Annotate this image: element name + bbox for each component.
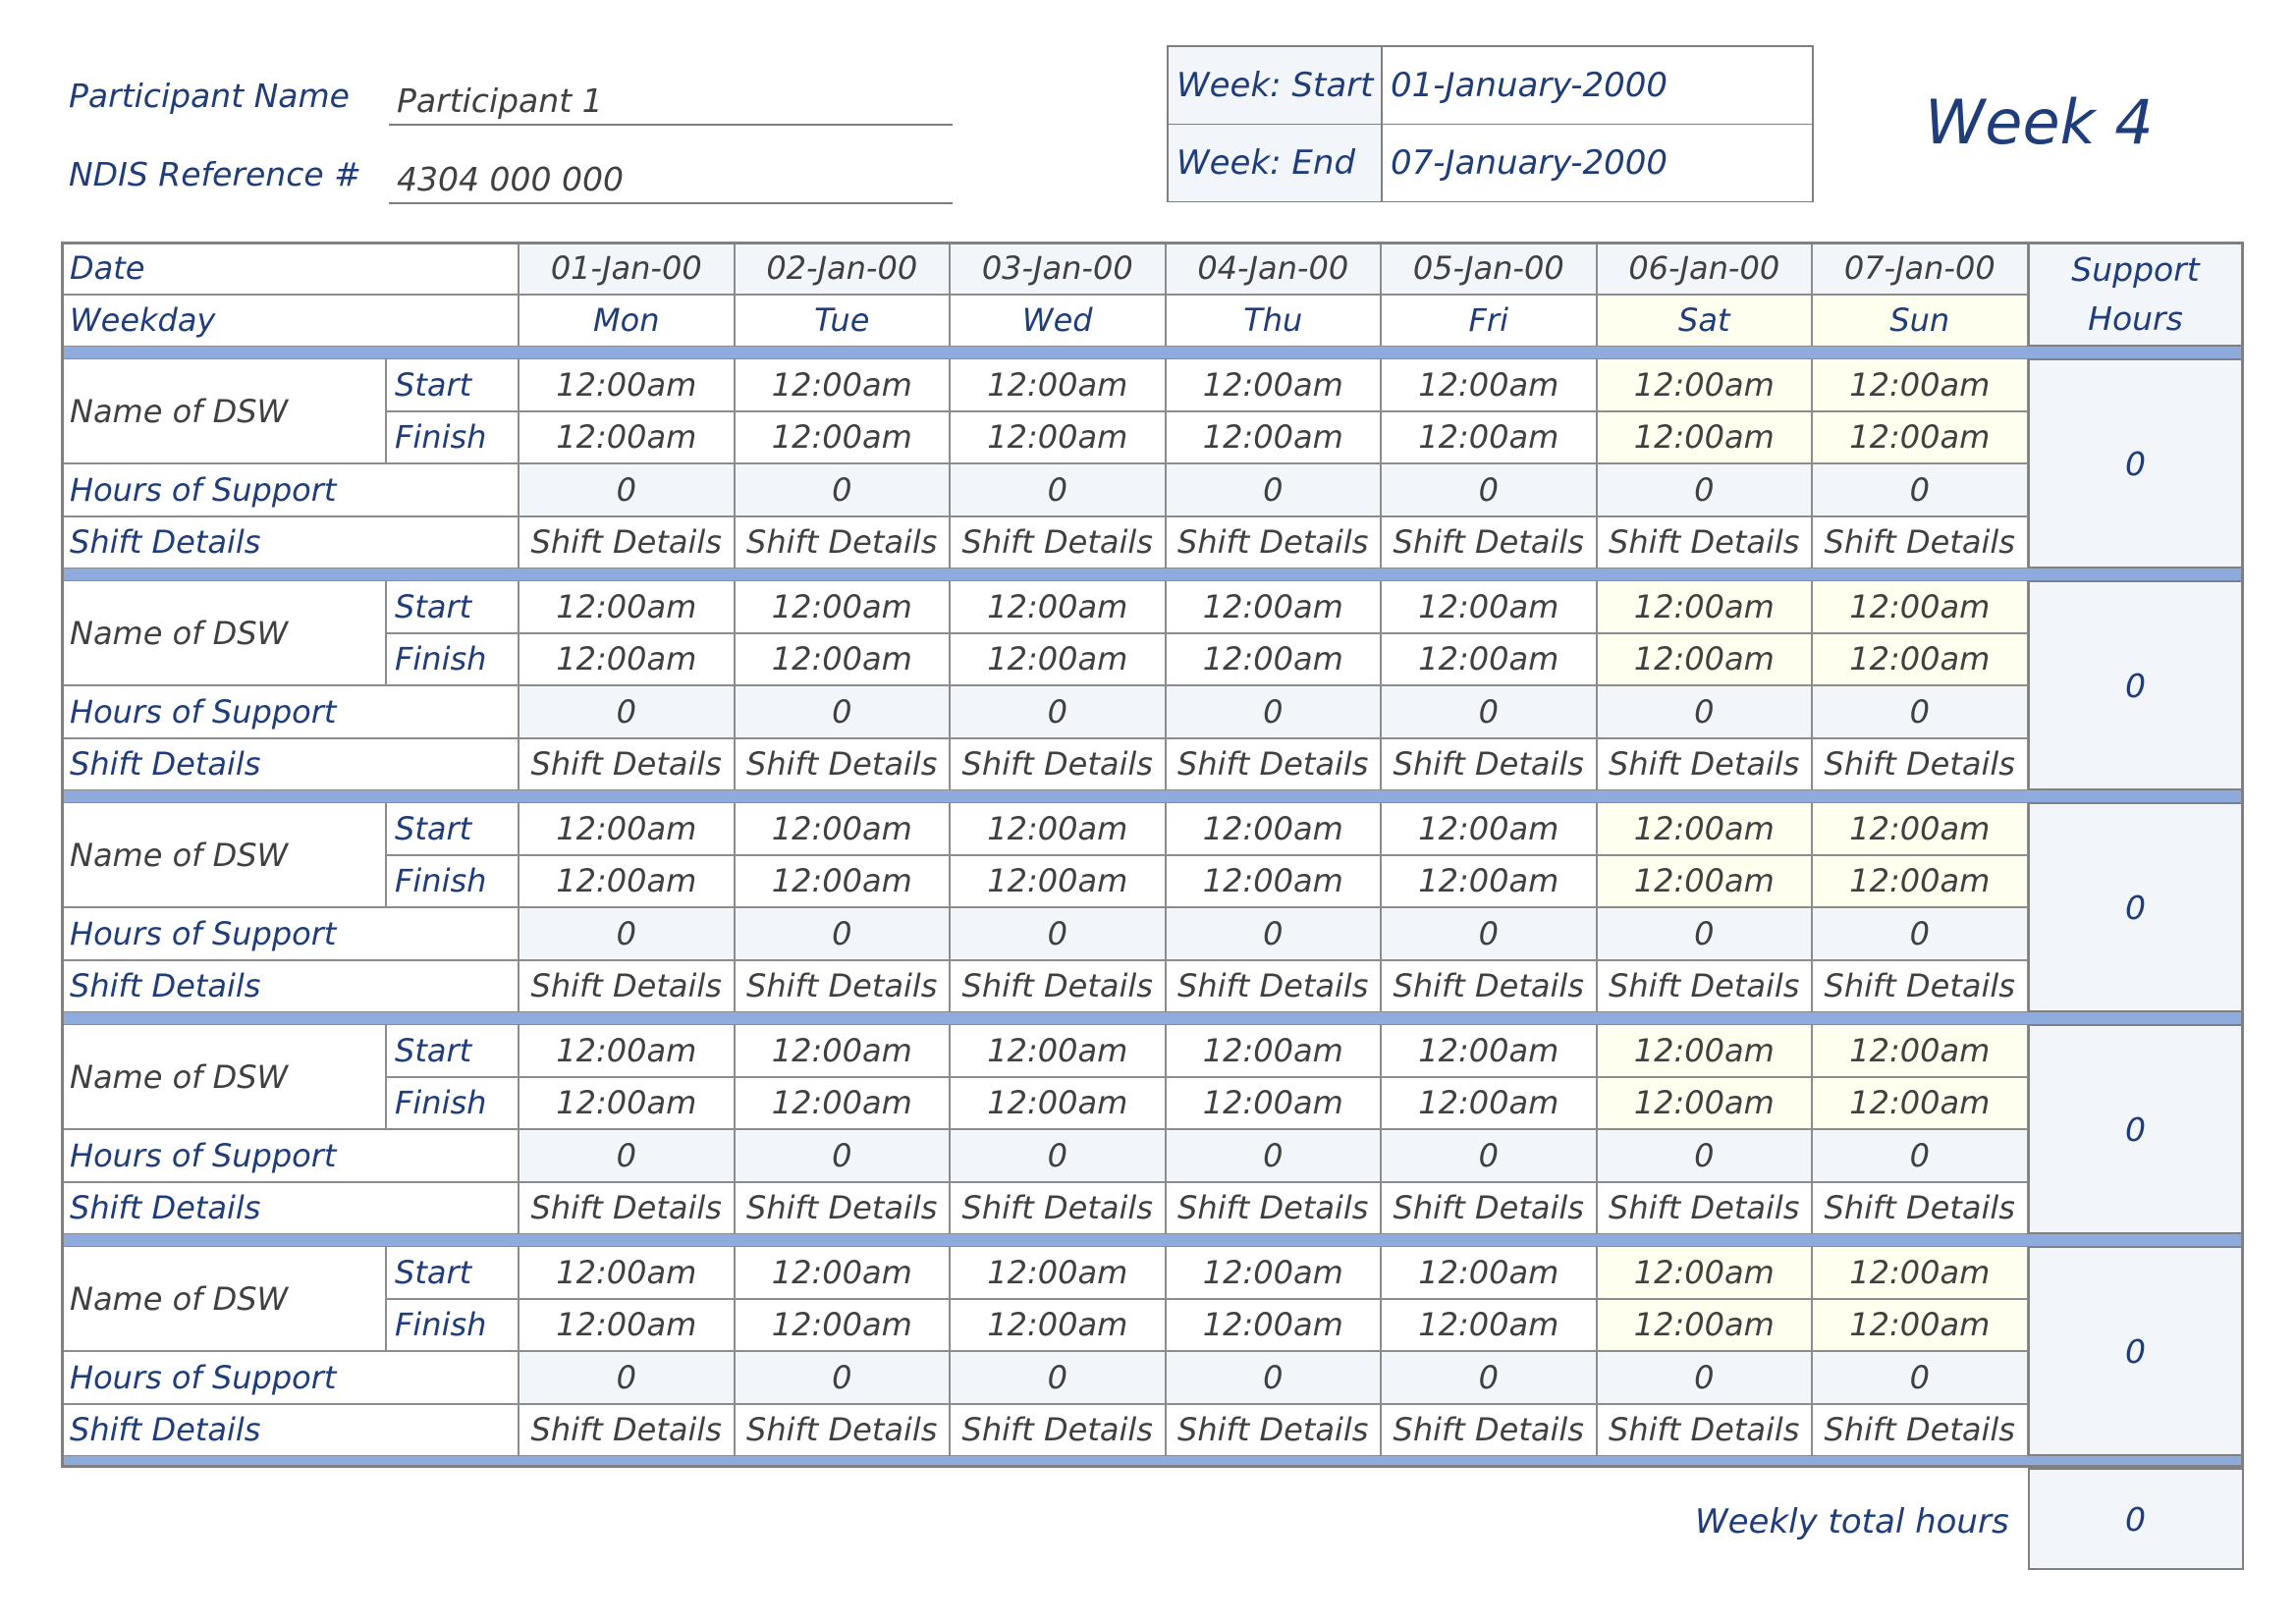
finish-time-cell[interactable]: 12:00am [1381, 855, 1597, 908]
hours-cell: 0 [1812, 907, 2028, 960]
hours-cell: 0 [735, 463, 951, 516]
finish-time-cell[interactable]: 12:00am [950, 1299, 1166, 1352]
start-row-label: Start [386, 358, 519, 411]
support-hours-header-line1: Support [2071, 249, 2200, 289]
hours-cell: 0 [1597, 1351, 1813, 1404]
start-time-cell[interactable]: 12:00am [735, 580, 951, 633]
hours-of-support-label: Hours of Support [61, 1351, 519, 1404]
shift-details-cell[interactable]: Shift Details [735, 738, 951, 791]
weekly-total-label: Weekly total hours [1695, 1502, 2009, 1542]
shift-details-cell[interactable]: Shift Details [519, 738, 735, 791]
finish-time-cell[interactable]: 12:00am [735, 855, 951, 908]
finish-time-cell[interactable]: 12:00am [519, 1299, 735, 1352]
hours-cell: 0 [950, 463, 1166, 516]
start-time-cell[interactable]: 12:00am [950, 802, 1166, 855]
finish-time-cell[interactable]: 12:00am [1812, 855, 2028, 908]
finish-time-cell[interactable]: 12:00am [519, 633, 735, 686]
shift-details-cell[interactable]: Shift Details [1812, 738, 2028, 791]
finish-time-cell[interactable]: 12:00am [1381, 1077, 1597, 1130]
shift-details-cell[interactable]: Shift Details [1381, 738, 1597, 791]
shift-details-cell[interactable]: Shift Details [950, 1182, 1166, 1235]
finish-time-cell[interactable]: 12:00am [1166, 411, 1382, 464]
hours-cell: 0 [735, 907, 951, 960]
shift-details-cell[interactable]: Shift Details [1166, 738, 1382, 791]
shift-details-cell[interactable]: Shift Details [1597, 516, 1813, 569]
date-cell: 01-Jan-00 [519, 242, 735, 295]
block-support-total: 0 [2028, 802, 2244, 1012]
shift-details-cell[interactable]: Shift Details [1381, 1182, 1597, 1235]
hours-cell: 0 [950, 1129, 1166, 1182]
finish-time-cell[interactable]: 12:00am [1812, 1077, 2028, 1130]
start-row-label: Start [386, 1024, 519, 1077]
finish-row-label: Finish [386, 411, 519, 464]
start-time-cell[interactable]: 12:00am [1597, 1024, 1813, 1077]
block-separator [61, 1234, 2244, 1246]
weekday-cell: Thu [1166, 295, 1382, 348]
shift-details-cell[interactable]: Shift Details [519, 516, 735, 569]
start-time-cell[interactable]: 12:00am [735, 1024, 951, 1077]
weekday-cell: Sat [1597, 295, 1813, 348]
start-time-cell[interactable]: 12:00am [1381, 1246, 1597, 1299]
block-support-total: 0 [2028, 1024, 2244, 1234]
weekly-total-value: 0 [2028, 1468, 2244, 1570]
hours-cell: 0 [1812, 685, 2028, 738]
hours-cell: 0 [1812, 1351, 2028, 1404]
block-separator [61, 1012, 2244, 1024]
hours-cell: 0 [950, 907, 1166, 960]
start-time-cell[interactable]: 12:00am [1597, 580, 1813, 633]
finish-time-cell[interactable]: 12:00am [950, 633, 1166, 686]
shift-details-cell[interactable]: Shift Details [519, 1182, 735, 1235]
hours-cell: 0 [519, 1129, 735, 1182]
finish-time-cell[interactable]: 12:00am [1166, 1299, 1382, 1352]
dsw-name-field[interactable]: Name of DSW [61, 1246, 386, 1351]
dsw-name-field[interactable]: Name of DSW [61, 358, 386, 463]
start-time-cell[interactable]: 12:00am [519, 358, 735, 411]
hours-cell: 0 [1597, 1129, 1813, 1182]
date-cell: 02-Jan-00 [735, 242, 951, 295]
week-start-row [1169, 47, 1812, 126]
start-time-cell[interactable]: 12:00am [1812, 1024, 2028, 1077]
hours-of-support-label: Hours of Support [61, 907, 519, 960]
finish-time-cell[interactable]: 12:00am [1812, 1299, 2028, 1352]
block-separator [61, 568, 2244, 580]
hours-cell: 0 [1381, 685, 1597, 738]
date-cell: 06-Jan-00 [1597, 242, 1813, 295]
weekday-row-label: Weekday [61, 295, 519, 348]
dsw-name-field[interactable]: Name of DSW [61, 580, 386, 685]
hours-cell: 0 [519, 907, 735, 960]
date-cell: 04-Jan-00 [1166, 242, 1382, 295]
week-start-label: Week: Start [1169, 47, 1383, 124]
date-row-label: Date [61, 242, 519, 295]
start-time-cell[interactable]: 12:00am [1166, 802, 1382, 855]
finish-time-cell[interactable]: 12:00am [1166, 855, 1382, 908]
finish-time-cell[interactable]: 12:00am [1812, 411, 2028, 464]
shift-details-cell[interactable]: Shift Details [1812, 960, 2028, 1013]
hours-cell: 0 [735, 685, 951, 738]
finish-row-label: Finish [386, 1077, 519, 1130]
shift-details-cell[interactable]: Shift Details [950, 1404, 1166, 1457]
start-time-cell[interactable]: 12:00am [735, 802, 951, 855]
shift-details-cell[interactable]: Shift Details [1597, 738, 1813, 791]
finish-time-cell[interactable]: 12:00am [950, 411, 1166, 464]
hours-of-support-label: Hours of Support [61, 685, 519, 738]
hours-cell: 0 [950, 685, 1166, 738]
hours-cell: 0 [1597, 685, 1813, 738]
start-time-cell[interactable]: 12:00am [1381, 802, 1597, 855]
week-end-label: Week: End [1169, 125, 1383, 201]
shift-details-cell[interactable]: Shift Details [950, 738, 1166, 791]
week-title: Week 4 [1925, 86, 2154, 158]
start-time-cell[interactable]: 12:00am [735, 1246, 951, 1299]
shift-details-cell[interactable]: Shift Details [735, 516, 951, 569]
hours-cell: 0 [1812, 1129, 2028, 1182]
hours-cell: 0 [950, 1351, 1166, 1404]
finish-time-cell[interactable]: 12:00am [1597, 855, 1813, 908]
hours-cell: 0 [1166, 1351, 1382, 1404]
shift-details-cell[interactable]: Shift Details [1166, 516, 1382, 569]
start-time-cell[interactable]: 12:00am [1166, 580, 1382, 633]
shift-details-cell[interactable]: Shift Details [1381, 516, 1597, 569]
start-time-cell[interactable]: 12:00am [519, 1246, 735, 1299]
start-time-cell[interactable]: 12:00am [1166, 1246, 1382, 1299]
block-separator [61, 790, 2244, 802]
finish-time-cell[interactable]: 12:00am [519, 855, 735, 908]
hours-cell: 0 [519, 463, 735, 516]
shift-details-cell[interactable]: Shift Details [1597, 1404, 1813, 1457]
hours-cell: 0 [1166, 907, 1382, 960]
hours-cell: 0 [735, 1351, 951, 1404]
date-cell: 07-Jan-00 [1812, 242, 2028, 295]
start-time-cell[interactable]: 12:00am [950, 1024, 1166, 1077]
shift-details-cell[interactable]: Shift Details [1381, 960, 1597, 1013]
shift-details-cell[interactable]: Shift Details [735, 1404, 951, 1457]
participant-name-label: Participant Name [69, 77, 350, 115]
weekday-cell: Fri [1381, 295, 1597, 348]
shift-details-cell[interactable]: Shift Details [1812, 1182, 2028, 1235]
weekday-cell: Sun [1812, 295, 2028, 348]
finish-time-cell[interactable]: 12:00am [1597, 1077, 1813, 1130]
support-hours-header [2028, 242, 2244, 347]
hours-of-support-label: Hours of Support [61, 463, 519, 516]
shift-details-cell[interactable]: Shift Details [519, 1404, 735, 1457]
finish-time-cell[interactable]: 12:00am [1166, 1077, 1382, 1130]
finish-row-label: Finish [386, 1299, 519, 1352]
ndis-reference-field[interactable]: 4304 000 000 [389, 155, 953, 204]
block-support-total: 0 [2028, 358, 2244, 568]
shift-details-cell[interactable]: Shift Details [950, 516, 1166, 569]
dsw-name-field[interactable]: Name of DSW [61, 1024, 386, 1129]
hours-cell: 0 [1597, 907, 1813, 960]
date-cell: 03-Jan-00 [950, 242, 1166, 295]
start-time-cell[interactable]: 12:00am [1812, 1246, 2028, 1299]
hours-cell: 0 [519, 1351, 735, 1404]
block-separator [61, 1456, 2244, 1468]
finish-time-cell[interactable]: 12:00am [1381, 411, 1597, 464]
start-row-label: Start [386, 802, 519, 855]
weekday-cell: Mon [519, 295, 735, 348]
start-time-cell[interactable]: 12:00am [735, 358, 951, 411]
start-time-cell[interactable]: 12:00am [1597, 802, 1813, 855]
weekday-cell: Tue [735, 295, 951, 348]
finish-row-label: Finish [386, 855, 519, 908]
hours-cell: 0 [1381, 907, 1597, 960]
start-time-cell[interactable]: 12:00am [519, 1024, 735, 1077]
shift-details-cell[interactable]: Shift Details [735, 1182, 951, 1235]
finish-time-cell[interactable]: 12:00am [519, 411, 735, 464]
finish-time-cell[interactable]: 12:00am [1597, 411, 1813, 464]
date-cell: 05-Jan-00 [1381, 242, 1597, 295]
start-time-cell[interactable]: 12:00am [1166, 1024, 1382, 1077]
finish-time-cell[interactable]: 12:00am [1812, 633, 2028, 686]
start-time-cell[interactable]: 12:00am [1381, 1024, 1597, 1077]
finish-time-cell[interactable]: 12:00am [735, 633, 951, 686]
shift-details-cell[interactable]: Shift Details [1812, 516, 2028, 569]
start-time-cell[interactable]: 12:00am [950, 580, 1166, 633]
start-row-label: Start [386, 1246, 519, 1299]
shift-details-label: Shift Details [61, 516, 519, 569]
week-range-box [1167, 45, 1814, 202]
finish-time-cell[interactable]: 12:00am [1381, 633, 1597, 686]
week-end-field[interactable]: 07-January-2000 [1383, 125, 1812, 201]
finish-time-cell[interactable]: 12:00am [735, 1077, 951, 1130]
start-time-cell[interactable]: 12:00am [1381, 358, 1597, 411]
start-time-cell[interactable]: 12:00am [519, 580, 735, 633]
hours-cell: 0 [1166, 685, 1382, 738]
hours-cell: 0 [1381, 1129, 1597, 1182]
shift-details-cell[interactable]: Shift Details [1597, 960, 1813, 1013]
block-support-total: 0 [2028, 1246, 2244, 1456]
start-time-cell[interactable]: 12:00am [950, 358, 1166, 411]
hours-cell: 0 [1381, 463, 1597, 516]
weekday-cell: Wed [950, 295, 1166, 348]
shift-details-cell[interactable]: Shift Details [519, 960, 735, 1013]
shift-details-cell[interactable]: Shift Details [1381, 1404, 1597, 1457]
hours-cell: 0 [519, 685, 735, 738]
start-row-label: Start [386, 580, 519, 633]
finish-time-cell[interactable]: 12:00am [1166, 633, 1382, 686]
shift-details-cell[interactable]: Shift Details [1166, 1182, 1382, 1235]
start-time-cell[interactable]: 12:00am [1166, 358, 1382, 411]
finish-time-cell[interactable]: 12:00am [1381, 1299, 1597, 1352]
shift-details-cell[interactable]: Shift Details [735, 960, 951, 1013]
finish-row-label: Finish [386, 633, 519, 686]
shift-details-cell[interactable]: Shift Details [950, 960, 1166, 1013]
block-support-total: 0 [2028, 580, 2244, 790]
shift-details-label: Shift Details [61, 1404, 519, 1457]
shift-details-label: Shift Details [61, 960, 519, 1013]
hours-cell: 0 [1166, 463, 1382, 516]
finish-time-cell[interactable]: 12:00am [735, 1299, 951, 1352]
support-hours-header-line2: Hours [2088, 298, 2183, 338]
hours-cell: 0 [1381, 1351, 1597, 1404]
hours-cell: 0 [1812, 463, 2028, 516]
shift-details-label: Shift Details [61, 738, 519, 791]
finish-time-cell[interactable]: 12:00am [519, 1077, 735, 1130]
finish-time-cell[interactable]: 12:00am [735, 411, 951, 464]
shift-details-cell[interactable]: Shift Details [1597, 1182, 1813, 1235]
hours-of-support-label: Hours of Support [61, 1129, 519, 1182]
hours-cell: 0 [1597, 463, 1813, 516]
start-time-cell[interactable]: 12:00am [519, 802, 735, 855]
participant-name-field[interactable]: Participant 1 [389, 77, 953, 126]
shift-details-cell[interactable]: Shift Details [1166, 960, 1382, 1013]
start-time-cell[interactable]: 12:00am [1812, 580, 2028, 633]
start-time-cell[interactable]: 12:00am [1812, 802, 2028, 855]
week-start-field[interactable]: 01-January-2000 [1383, 47, 1812, 124]
hours-cell: 0 [1166, 1129, 1382, 1182]
shift-details-label: Shift Details [61, 1182, 519, 1235]
start-time-cell[interactable]: 12:00am [1812, 358, 2028, 411]
shift-details-cell[interactable]: Shift Details [1166, 1404, 1382, 1457]
finish-time-cell[interactable]: 12:00am [1597, 1299, 1813, 1352]
start-time-cell[interactable]: 12:00am [950, 1246, 1166, 1299]
finish-time-cell[interactable]: 12:00am [950, 855, 1166, 908]
start-time-cell[interactable]: 12:00am [1597, 1246, 1813, 1299]
finish-time-cell[interactable]: 12:00am [1597, 633, 1813, 686]
start-time-cell[interactable]: 12:00am [1597, 358, 1813, 411]
start-time-cell[interactable]: 12:00am [1381, 580, 1597, 633]
dsw-name-field[interactable]: Name of DSW [61, 802, 386, 907]
hours-cell: 0 [735, 1129, 951, 1182]
block-separator [61, 347, 2244, 358]
finish-time-cell[interactable]: 12:00am [950, 1077, 1166, 1130]
ndis-reference-label: NDIS Reference # [69, 155, 361, 193]
shift-details-cell[interactable]: Shift Details [1812, 1404, 2028, 1457]
week-end-row [1169, 125, 1812, 201]
